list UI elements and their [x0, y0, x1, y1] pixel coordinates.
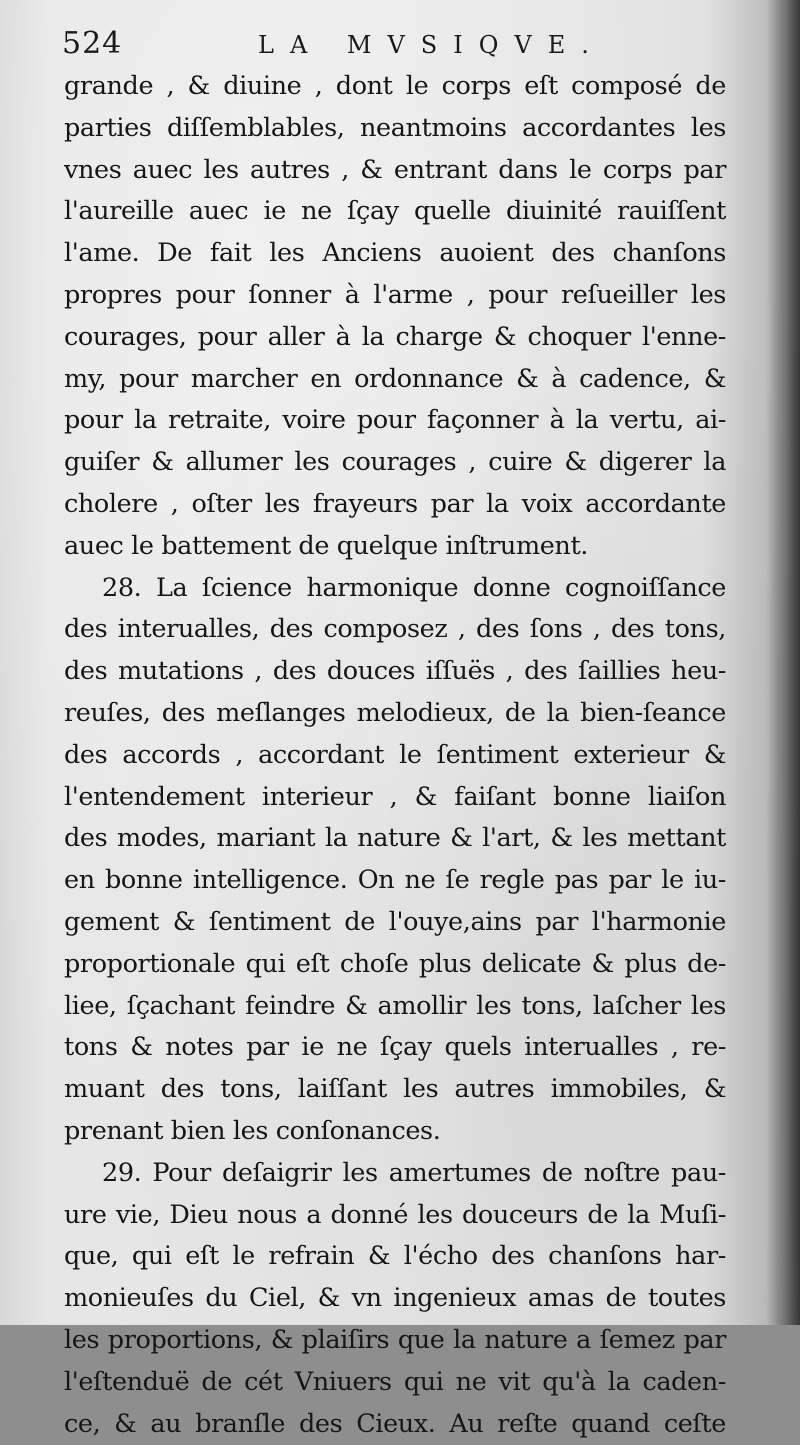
text-line: cholere , oſter les frayeurs par la voix accordante — [64, 484, 726, 526]
text-line: des interualles, des composez , des ſons , des tons, — [64, 609, 726, 651]
text-line: l'entendement interieur , & faiſant bonne liaiſon — [64, 777, 726, 819]
page-edge-shadow — [766, 0, 800, 1325]
text-line: my, pour marcher en ordonnance & à cadence, & — [64, 359, 726, 401]
text-line: prenant bien les conſonances. — [64, 1111, 726, 1153]
text-line: des mutations , des douces iſſuës , des ſaillies heu- — [64, 651, 726, 693]
text-line: les proportions, & plaiſirs que la nature a ſemez par — [64, 1320, 726, 1362]
page-header — [62, 22, 742, 66]
page-number: 524 — [62, 26, 122, 62]
text-line: guiſer & allumer les courages , cuire & digerer la — [64, 442, 726, 484]
text-line: muant des tons, laiſſant les autres immobiles, & — [64, 1069, 726, 1111]
text-line: des accords , accordant le ſentiment exterieur & — [64, 735, 726, 777]
text-line: l'aureille auec ie ne ſçay quelle diuinité rauiſſent — [64, 191, 726, 233]
text-line: liee, ſçachant feindre & amollir les tons, laſcher les — [64, 986, 726, 1028]
text-line: tons & notes par ie ne ſçay quels interualles , re- — [64, 1027, 726, 1069]
text-line: monieuſes du Ciel, & vn ingenieux amas de toutes — [64, 1278, 726, 1320]
running-head: LA MVSIQVE. — [258, 30, 605, 60]
text-line: vnes auec les autres , & entrant dans le corps par — [64, 150, 726, 192]
text-line: des modes, mariant la nature & l'art, & les mettant — [64, 818, 726, 860]
text-line: proportionale qui eſt choſe plus delicate & plus de- — [64, 944, 726, 986]
paragraph-start-28: 28. La ſcience harmonique donne cognoiſſance — [64, 568, 726, 610]
text-line: courages, pour aller à la charge & choquer l'enne- — [64, 317, 726, 359]
text-line: l'ame. De fait les Anciens auoient des chanſons — [64, 233, 726, 275]
text-line: gement & ſentiment de l'ouye,ains par l'harmonie — [64, 902, 726, 944]
text-line: propres pour ſonner à l'arme , pour reſueiller les — [64, 275, 726, 317]
text-line: que, qui eſt le refrain & l'écho des chanſons har- — [64, 1236, 726, 1278]
text-line: ce, & au branſle des Cieux. Au reſte quand ceſte — [64, 1404, 726, 1445]
text-line: pour la retraite, voire pour façonner à la vertu, ai- — [64, 400, 726, 442]
text-line: reuſes, des meſlanges melodieux, de la bien-ſeance — [64, 693, 726, 735]
text-line: l'eſtenduë de cét Vniuers qui ne vit qu'à la caden- — [64, 1362, 726, 1404]
text-line: en bonne intelligence. On ne ſe regle pas par le iu- — [64, 860, 726, 902]
body-text — [64, 66, 726, 1445]
text-line: auec le battement de quelque inſtrument. — [64, 526, 726, 568]
text-line: ure vie, Dieu nous a donné les douceurs de la Muſi- — [64, 1195, 726, 1237]
text-line: grande , & diuine , dont le corps eſt composé de — [64, 66, 726, 108]
paragraph-start-29: 29. Pour deſaigrir les amertumes de noſtre pau- — [64, 1153, 726, 1195]
text-line: parties diſſemblables, neantmoins accordantes les — [64, 108, 726, 150]
